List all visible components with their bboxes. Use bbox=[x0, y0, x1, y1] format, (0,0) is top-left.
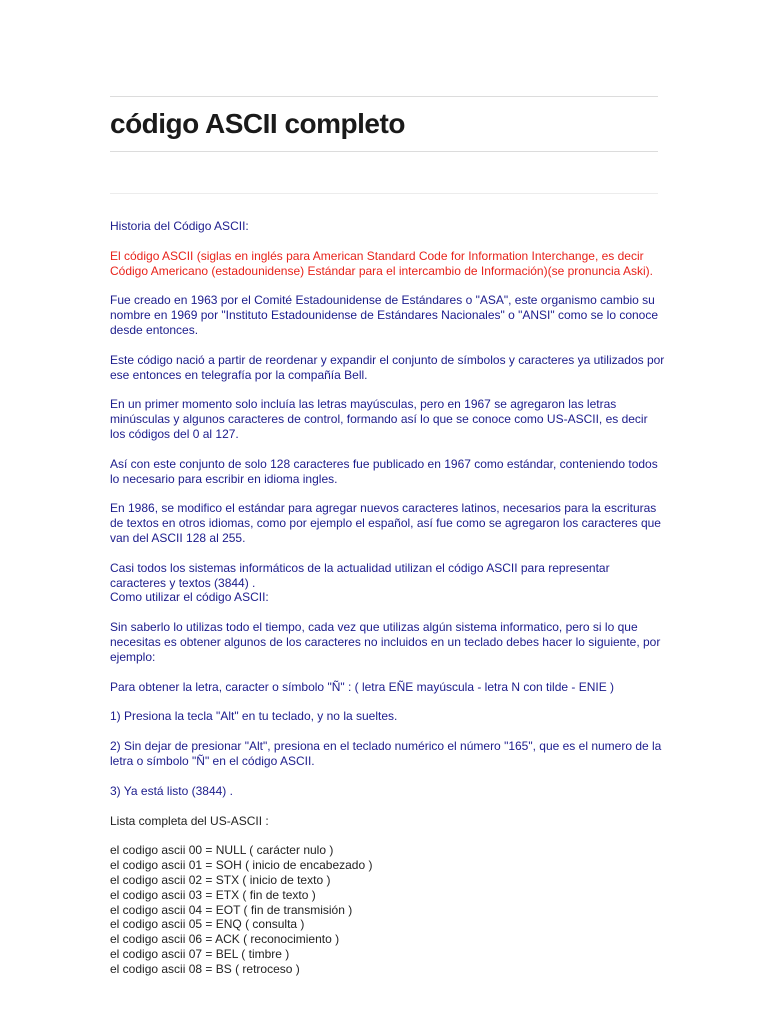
content-divider bbox=[110, 193, 658, 194]
list-item: el codigo ascii 01 = SOH ( inicio de encabezado ) bbox=[110, 858, 373, 873]
list-heading: Lista completa del US-ASCII : bbox=[110, 813, 269, 828]
document-body bbox=[110, 219, 665, 976]
list-item: el codigo ascii 04 = EOT ( fin de transmisión ) bbox=[110, 902, 353, 917]
how-to-heading: Como utilizar el código ASCII: bbox=[110, 590, 269, 605]
list-item: el codigo ascii 02 = STX ( inicio de texto ) bbox=[110, 872, 331, 887]
ascii-definition-paragraph: El código ASCII (siglas en inglés para American Standard Code for Information Interchange, es decir Código Americano (estadounidense) Estándar para el intercambio de Información)(se pronuncia Aski). bbox=[110, 248, 653, 278]
standard-paragraph: Así con este conjunto de solo 128 caracteres fue publicado en 1967 como estándar, conteniendo todos lo necesario para escribir en idioma ingles. bbox=[110, 456, 658, 486]
ascii-code-list bbox=[110, 843, 665, 976]
usage-paragraph: Casi todos los sistemas informáticos de la actualidad utilizan el código ASCII para representar caracteres y textos (3844) . bbox=[110, 560, 610, 590]
creation-paragraph: Fue creado en 1963 por el Comité Estadounidense de Estándares o "ASA", este organismo cambio su nombre en 1969 por "Instituto Estadounidense de Estándares Nacionales" o "ANSI" como se lo conoce desde entonces. bbox=[110, 293, 659, 337]
step-3: 3) Ya está listo (3844) . bbox=[110, 783, 233, 798]
us-ascii-paragraph: En un primer momento solo incluía las letras mayúsculas, pero en 1967 se agregaron las letras minúsculas y algunos caracteres de control, formando así lo que se conoce como US-ASCII, es decir los códigos del 0 al 127. bbox=[110, 397, 648, 441]
history-heading: Historia del Código ASCII: bbox=[110, 219, 249, 233]
list-item: el codigo ascii 08 = BS ( retroceso ) bbox=[110, 961, 300, 976]
origin-paragraph: Este código nació a partir de reordenar y expandir el conjunto de símbolos y caracteres ya utilizados por ese entonces en telegrafía por la compañía Bell. bbox=[110, 352, 665, 382]
title-divider bbox=[110, 151, 658, 152]
list-item: el codigo ascii 06 = ACK ( reconocimiento ) bbox=[110, 932, 340, 947]
step-2: 2) Sin dejar de presionar "Alt", presiona en el teclado numérico el número "165", que es el numero de la letra o símbolo "Ñ" en el código ASCII. bbox=[110, 739, 662, 768]
instructions-paragraph: Sin saberlo lo utilizas todo el tiempo, cada vez que utilizas algún sistema informatico, pero si lo que necesitas es obtener algunos de los caracteres no incluidos en un teclado debes hacer lo siguiente, por ejemplo: bbox=[110, 620, 661, 664]
top-divider bbox=[110, 96, 658, 97]
step-1: 1) Presiona la tecla "Alt" en tu teclado, y no la sueltes. bbox=[110, 709, 398, 724]
list-item: el codigo ascii 07 = BEL ( timbre ) bbox=[110, 946, 290, 961]
list-item: el codigo ascii 03 = ETX ( fin de texto ) bbox=[110, 887, 316, 902]
example-paragraph: Para obtener la letra, caracter o símbolo "Ñ" : ( letra EÑE mayúscula - letra N con tilde - ENIE ) bbox=[110, 679, 615, 694]
list-item: el codigo ascii 00 = NULL ( carácter nulo ) bbox=[110, 843, 334, 858]
extension-paragraph: En 1986, se modifico el estándar para agregar nuevos caracteres latinos, necesarios para la escrituras de textos en otros idiomas, como por ejemplo el español, así fue como se agregaron los caracteres que van del ASCII 128 al 255. bbox=[110, 501, 661, 545]
page-title: código ASCII completo bbox=[110, 108, 405, 139]
list-item: el codigo ascii 05 = ENQ ( consulta ) bbox=[110, 917, 305, 932]
